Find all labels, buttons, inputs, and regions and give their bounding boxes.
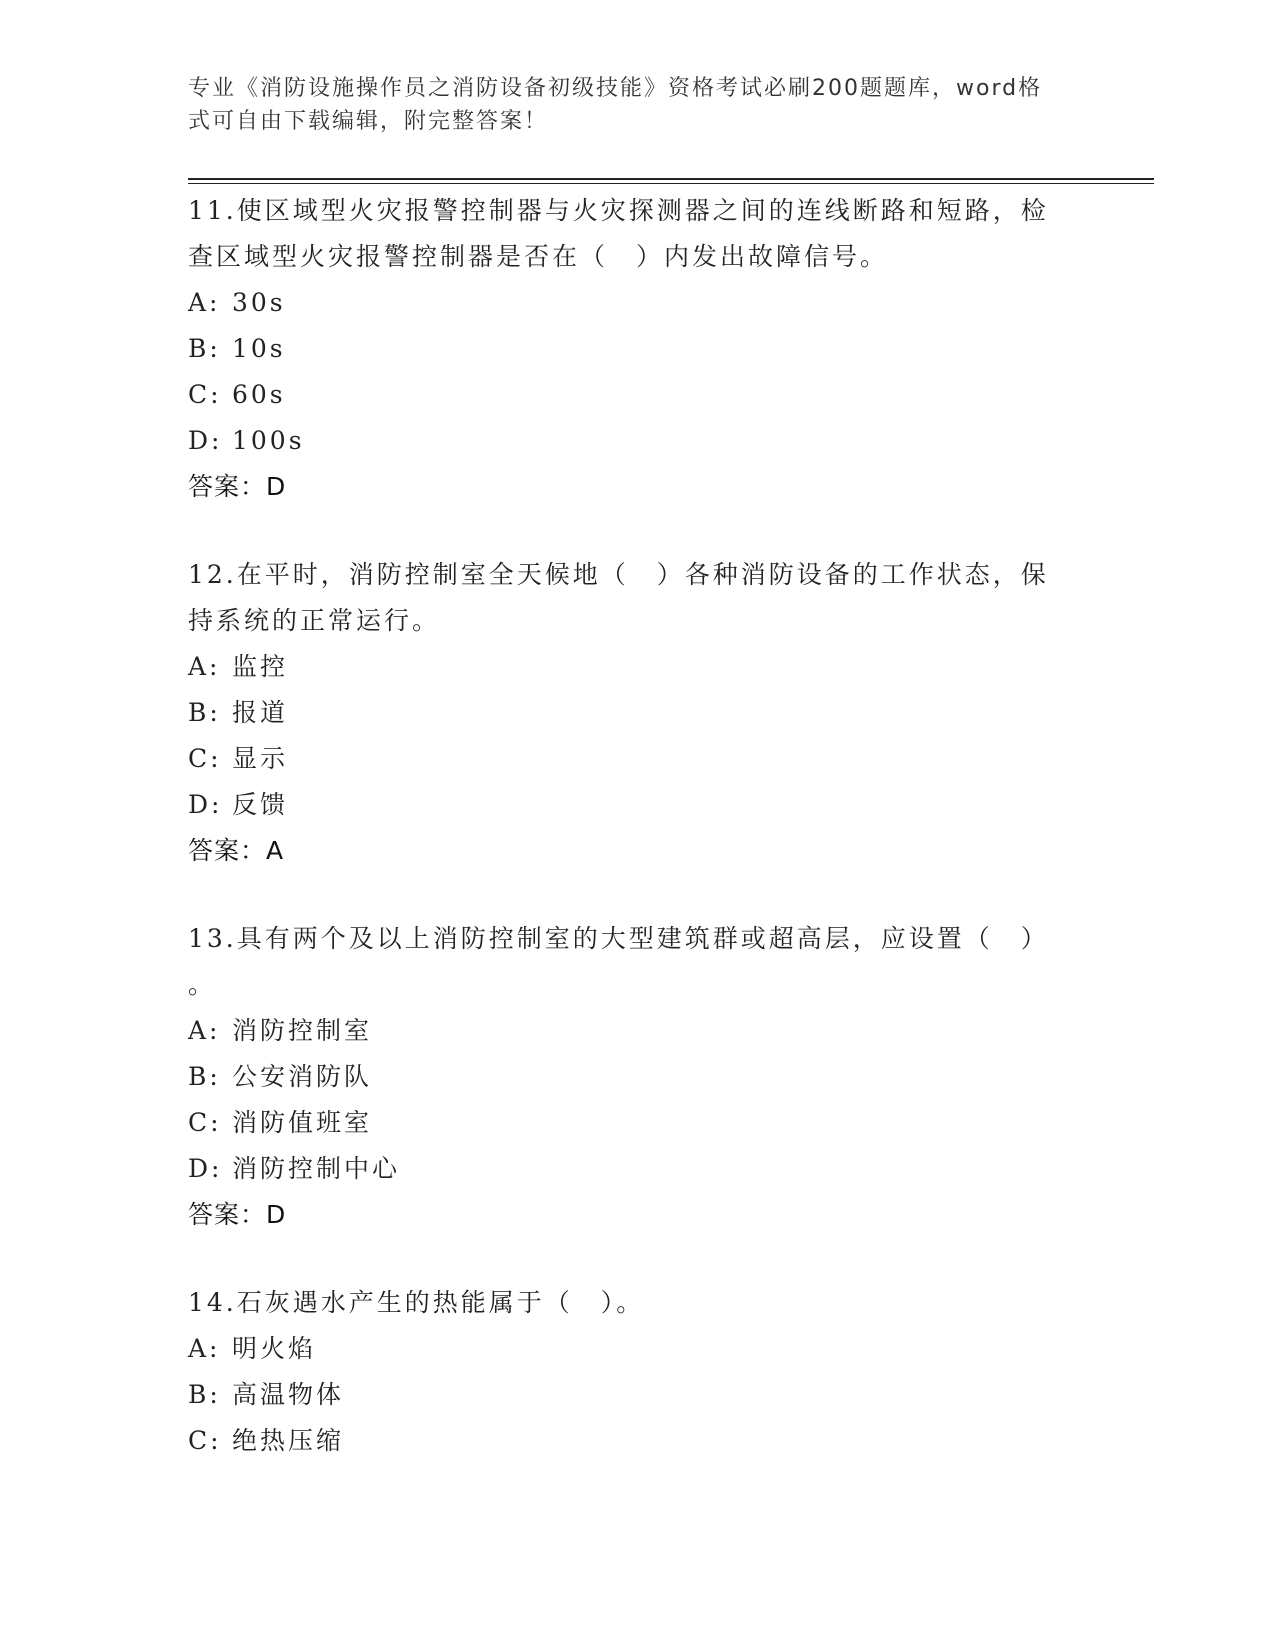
option-c: C: 显示 [188,744,289,773]
option-c: C: 绝热压缩 [188,1426,345,1455]
option-d: D: 100s [188,426,305,455]
question-12 [188,552,1088,874]
option-b: B: 高温物体 [188,1380,345,1409]
question-stem: 12.在平时，消防控制室全天候地（ ）各种消防设备的工作状态，保 持系统的正常运行。 [188,560,1049,635]
option-c: C: 60s [188,380,286,409]
option-a: A: 明火焰 [188,1334,317,1363]
option-a: A: 监控 [188,652,289,681]
option-d: D: 反馈 [188,790,289,819]
question-stem: 11.使区域型火灾报警控制器与火灾探测器之间的连线断路和短路，检 查区域型火灾报警控制器是否在（ ）内发出故障信号。 [188,196,1049,271]
document-header [188,72,1068,138]
question-14 [188,1280,1088,1464]
option-b: B: 报道 [188,698,289,727]
header-line-2: 式可自由下载编辑，附完整答案！ [188,109,549,134]
header-rule-thick [188,178,1154,180]
option-a: A: 消防控制室 [188,1016,373,1045]
header-line-1: 专业《消防设施操作员之消防设备初级技能》资格考试必刷200题题库，word格 [188,76,1043,101]
question-stem: 13.具有两个及以上消防控制室的大型建筑群或超高层，应设置（ ） 。 [188,924,1049,999]
header-rule-thin [188,183,1154,184]
option-c: C: 消防值班室 [188,1108,373,1137]
answer: 答案：D [188,472,287,501]
option-d: D: 消防控制中心 [188,1154,401,1183]
answer: 答案：A [188,836,285,865]
question-13 [188,916,1088,1238]
option-a: A: 30s [188,288,286,317]
option-b: B: 公安消防队 [188,1062,373,1091]
option-b: B: 10s [188,334,286,363]
question-11 [188,188,1088,510]
question-stem: 14.石灰遇水产生的热能属于（ ）。 [188,1288,645,1317]
answer: 答案：D [188,1200,287,1229]
